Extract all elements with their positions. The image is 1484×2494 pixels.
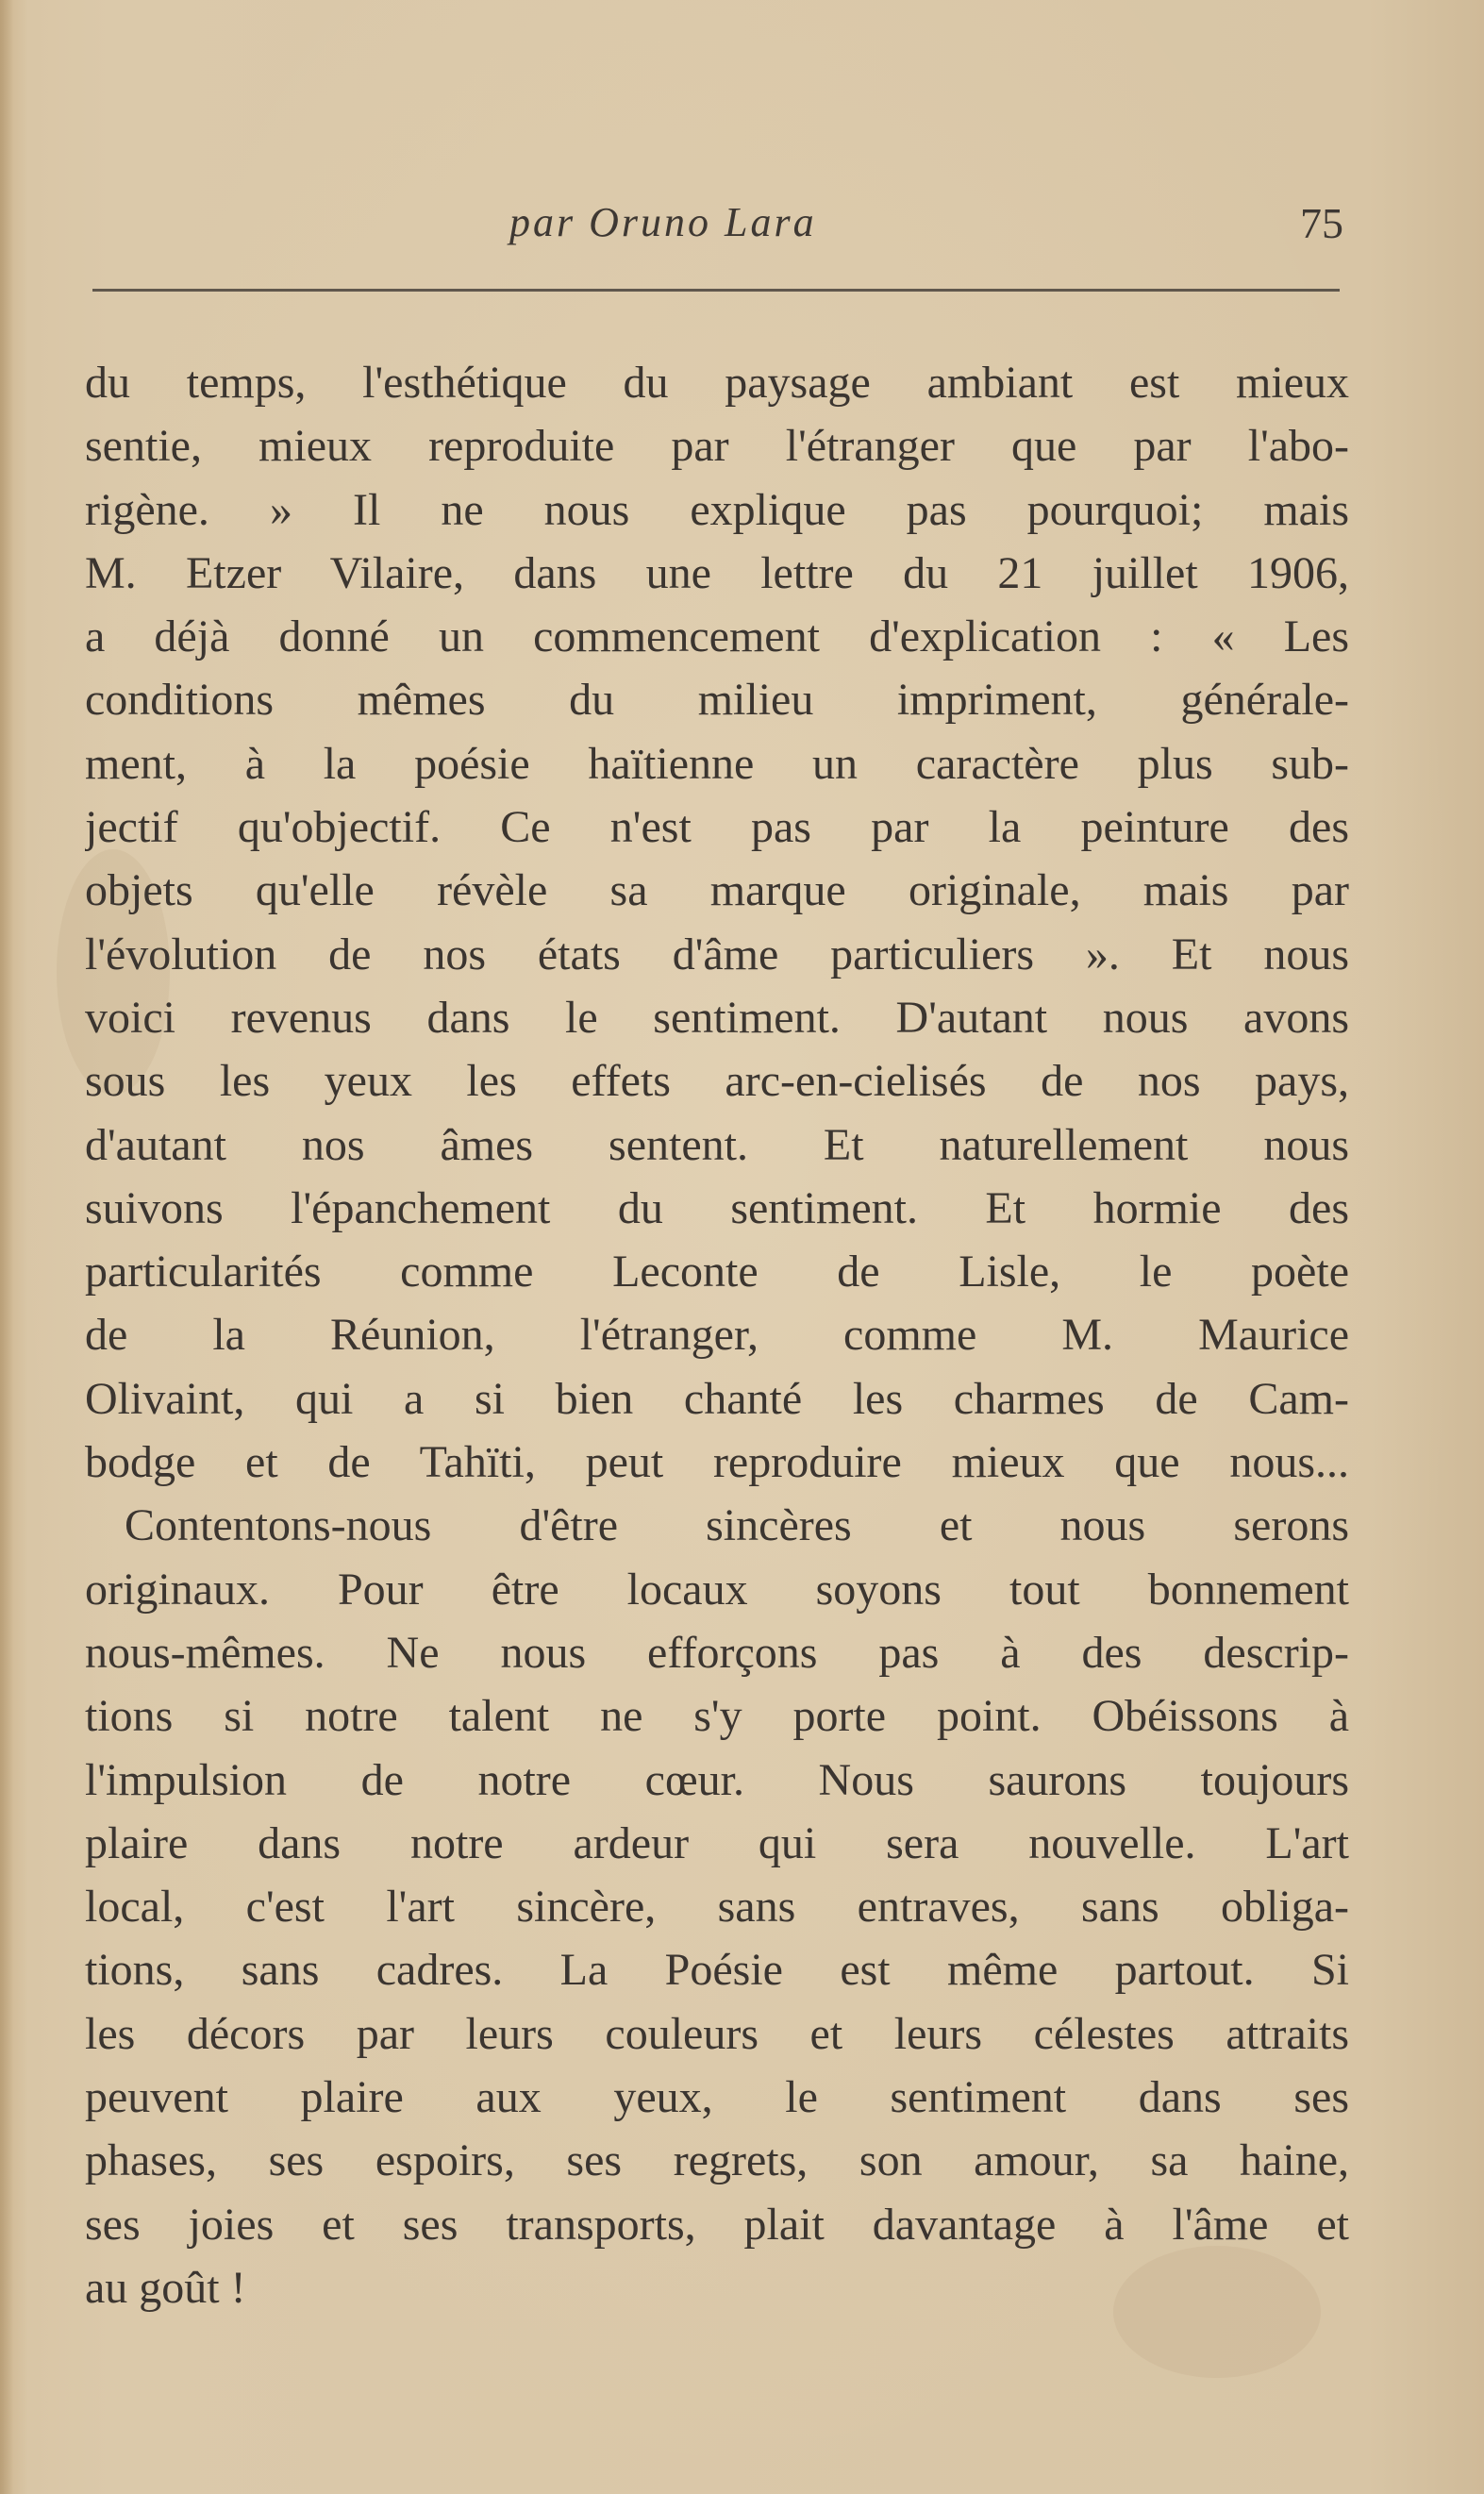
page-binding-edge	[0, 0, 13, 2494]
text-line: voici revenus dans le sentiment. D'autant nous avons	[85, 992, 1349, 1043]
page-number: 75	[1300, 199, 1343, 247]
text-line: sous les yeux les effets arc-en-cielisés de nos pays,	[85, 1056, 1349, 1107]
text-line: l'évolution de nos états d'âme particuliers ». Et nous	[85, 929, 1349, 979]
text-line: objets qu'elle révèle sa marque originale, mais par	[85, 865, 1349, 916]
text-line: plaire dans notre ardeur qui sera nouvelle. L'art	[85, 1817, 1349, 1868]
text-line: tions si notre talent ne s'y porte point. Obéissons à	[85, 1691, 1349, 1742]
text-line: M. Etzer Vilaire, dans une lettre du 21 juillet 1906,	[85, 547, 1349, 598]
text-line: jectif qu'objectif. Ce n'est pas par la peinture des	[85, 802, 1349, 853]
text-line: originaux. Pour être locaux soyons tout bonnement	[85, 1564, 1349, 1615]
text-line: du temps, l'esthétique du paysage ambiant est mieux	[85, 358, 1349, 408]
text-line: phases, ses espoirs, ses regrets, son amour, sa haine,	[85, 2135, 1349, 2186]
text-line: d'autant nos âmes sentent. Et naturellement nous	[85, 1119, 1349, 1170]
text-line: Contentons-nous d'être sincères et nous serons	[125, 1500, 1349, 1551]
text-line: tions, sans cadres. La Poésie est même partout. Si	[85, 1945, 1349, 1996]
text-line: peuvent plaire aux yeux, le sentiment dans ses	[85, 2072, 1349, 2123]
text-line: local, c'est l'art sincère, sans entraves, sans obliga-	[85, 1882, 1349, 1933]
text-line: sentie, mieux reproduite par l'étranger que par l'abo-	[85, 421, 1349, 472]
text-line: au goût !	[85, 2262, 246, 2313]
running-title: par Oruno Lara	[509, 199, 817, 245]
text-line: nous-mêmes. Ne nous efforçons pas à des descrip-	[85, 1627, 1349, 1678]
text-line: suivons l'épanchement du sentiment. Et hormie des	[85, 1182, 1349, 1233]
header-rule	[92, 289, 1340, 292]
running-head	[0, 187, 1484, 262]
text-line: de la Réunion, l'étranger, comme M. Maurice	[85, 1310, 1349, 1361]
text-line: particularités comme Leconte de Lisle, le poète	[85, 1247, 1349, 1297]
text-line: ment, à la poésie haïtienne un caractère plus sub-	[85, 738, 1349, 789]
text-line: bodge et de Tahïti, peut reproduire mieux que nous...	[85, 1437, 1349, 1488]
text-line: ses joies et ses transports, plait davantage à l'âme et	[85, 2199, 1349, 2250]
text-line: l'impulsion de notre cœur. Nous saurons toujours	[85, 1754, 1349, 1805]
text-line: a déjà donné un commencement d'explication : « Les	[85, 611, 1349, 662]
text-line: conditions mêmes du milieu impriment, générale-	[85, 675, 1349, 726]
text-line: les décors par leurs couleurs et leurs célestes attraits	[85, 2008, 1349, 2059]
body-text	[85, 351, 1349, 2319]
text-line: Olivaint, qui a si bien chanté les charmes de Cam-	[85, 1373, 1349, 1424]
text-line: rigène. » Il ne nous explique pas pourquoi; mais	[85, 484, 1349, 535]
